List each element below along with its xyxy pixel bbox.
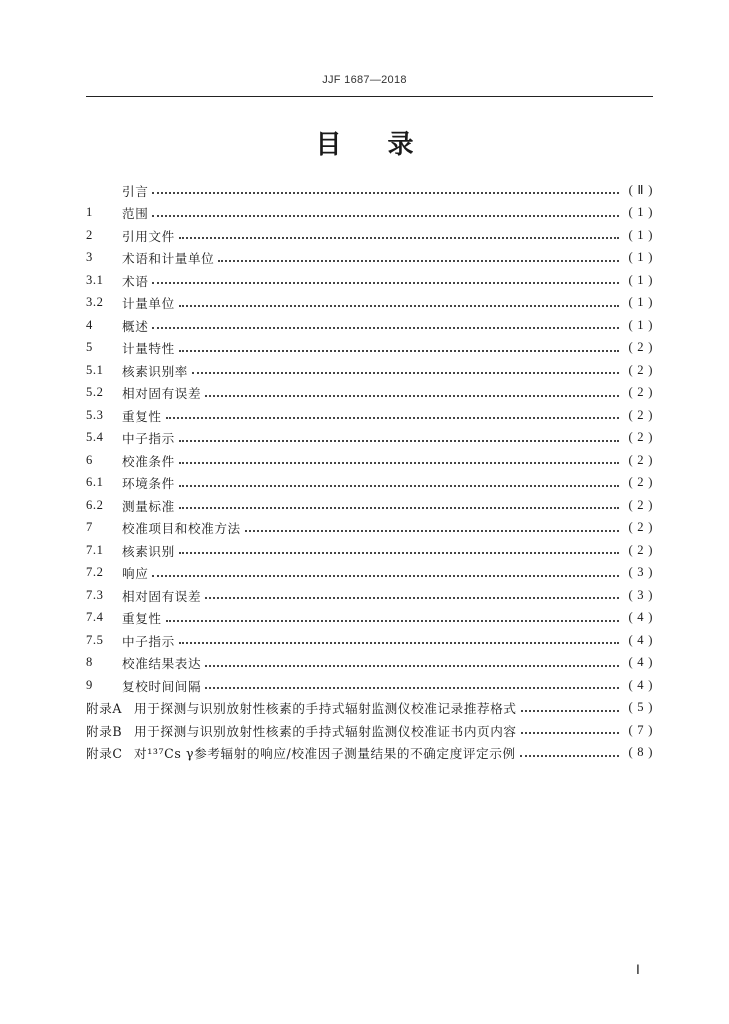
toc-entry[interactable] [86, 359, 653, 382]
toc-entry-page: ( 4 ) [628, 677, 653, 692]
toc-entry[interactable] [86, 337, 653, 360]
dot-leader [179, 462, 619, 464]
toc-entry[interactable] [86, 517, 653, 540]
dot-leader [152, 327, 619, 329]
toc-entry-label: 中子指示 [122, 431, 175, 447]
dot-leader [192, 372, 619, 374]
dot-leader [152, 215, 619, 217]
toc-entry-page: ( 2 ) [628, 362, 653, 377]
dot-leader [520, 755, 619, 757]
dot-leader [205, 687, 619, 689]
dot-leader [166, 620, 619, 622]
toc-entry-page: ( 4 ) [628, 655, 653, 670]
toc-entry-label: 引用文件 [122, 228, 175, 244]
toc-entry-label: 范围 [122, 206, 149, 222]
dot-leader [179, 237, 619, 239]
toc-entry[interactable] [86, 292, 653, 315]
toc-entry-label: 概述 [122, 318, 149, 334]
dot-leader [179, 507, 619, 509]
toc-entry-number: 5.4 [86, 430, 104, 445]
toc-entry-page: ( 1 ) [628, 205, 653, 220]
toc-entry-number: 7 [86, 520, 93, 535]
toc-entry-label: 重复性 [122, 611, 162, 627]
toc-entry-label: 核素识别 [122, 543, 175, 559]
dot-leader [179, 552, 619, 554]
toc-entry[interactable] [86, 584, 653, 607]
toc-entry-page: ( 8 ) [628, 745, 653, 760]
toc-entry-number: 8 [86, 655, 93, 670]
toc-entry[interactable] [86, 562, 653, 585]
toc-entry-label: 环境条件 [122, 476, 175, 492]
toc-entry-number: 附录B [86, 723, 123, 739]
toc-entry[interactable] [86, 202, 653, 225]
toc-entry-number: 5 [86, 340, 93, 355]
toc-entry-number: 7.5 [86, 632, 104, 647]
toc-entry-number: 4 [86, 317, 93, 332]
toc-entry-page: ( 1 ) [628, 227, 653, 242]
toc-entry-label: 计量特性 [122, 341, 175, 357]
toc-entry-label: 响应 [122, 566, 149, 582]
toc-entry-label: 术语和计量单位 [122, 251, 215, 267]
toc-entry-page: ( 1 ) [628, 272, 653, 287]
toc-entry[interactable] [86, 472, 653, 495]
toc-entry[interactable] [86, 652, 653, 675]
toc-entry-label: 校准条件 [122, 453, 175, 469]
toc-entry-page: ( 2 ) [628, 497, 653, 512]
toc-entry-number: 5.3 [86, 407, 104, 422]
dot-leader [179, 350, 619, 352]
toc-entry-label: 相对固有误差 [122, 588, 202, 604]
toc-entry-label: 重复性 [122, 408, 162, 424]
toc-entry-page: ( 3 ) [628, 565, 653, 580]
toc-entry-page: ( 2 ) [628, 340, 653, 355]
toc-entry-label: 对¹³⁷Cs γ参考辐射的响应/校准因子测量结果的不确定度评定示例 [134, 746, 516, 762]
toc-entry[interactable] [86, 314, 653, 337]
header-rule [86, 96, 653, 97]
dot-leader [179, 642, 619, 644]
toc-entry[interactable] [86, 427, 653, 450]
toc-entry[interactable] [86, 449, 653, 472]
toc-entry-label: 校准结果表达 [122, 656, 202, 672]
toc-entry[interactable] [86, 674, 653, 697]
toc-entry-number: 9 [86, 677, 93, 692]
toc-entry[interactable] [86, 179, 653, 202]
toc-entry-annex[interactable] [86, 742, 653, 765]
toc-entry-number: 附录C [86, 746, 123, 762]
page-title: 目录 [315, 130, 460, 160]
toc-entry[interactable] [86, 404, 653, 427]
toc-entry-number: 5.2 [86, 385, 104, 400]
dot-leader [166, 417, 619, 419]
toc-entry-number: 6 [86, 452, 93, 467]
toc-entry-label: 术语 [122, 273, 149, 289]
toc-entry-page: ( 2 ) [628, 385, 653, 400]
toc-entry-number: 7.4 [86, 610, 104, 625]
standard-code-header: JJF 1687—2018 [322, 74, 407, 86]
dot-leader [245, 530, 619, 532]
toc-entry-number: 5.1 [86, 362, 104, 377]
toc-entry-number: 3.1 [86, 272, 104, 287]
dot-leader [521, 710, 619, 712]
toc-entry-page: ( 2 ) [628, 452, 653, 467]
toc-entry-number: 附录A [86, 701, 123, 717]
toc-entry[interactable] [86, 629, 653, 652]
toc-entry-number: 7.1 [86, 542, 104, 557]
toc-entry-label: 中子指示 [122, 633, 175, 649]
toc-entry-annex[interactable] [86, 719, 653, 742]
dot-leader [205, 665, 619, 667]
toc-entry-page: ( 2 ) [628, 407, 653, 422]
toc-entry-page: ( 2 ) [628, 542, 653, 557]
toc-entry-page: ( 7 ) [628, 722, 653, 737]
toc-entry[interactable] [86, 269, 653, 292]
toc-entry[interactable] [86, 539, 653, 562]
toc-entry-number: 6.1 [86, 475, 104, 490]
toc-entry-page: ( 1 ) [628, 250, 653, 265]
toc-entry[interactable] [86, 224, 653, 247]
toc-entry-number: 1 [86, 205, 93, 220]
dot-leader [179, 485, 619, 487]
page-number: Ⅰ [636, 962, 640, 977]
toc-entry-page: ( 1 ) [628, 295, 653, 310]
toc-entry-number: 7.3 [86, 587, 104, 602]
dot-leader [152, 282, 619, 284]
toc-entry-page: ( 3 ) [628, 587, 653, 602]
dot-leader [205, 395, 619, 397]
toc-entry-number: 3 [86, 250, 93, 265]
toc-entry[interactable] [86, 247, 653, 270]
dot-leader [205, 597, 619, 599]
dot-leader [152, 575, 619, 577]
toc-entry-label: 相对固有误差 [122, 386, 202, 402]
toc-entry-page: ( 2 ) [628, 430, 653, 445]
toc-entry-page: ( 4 ) [628, 610, 653, 625]
toc-entry-label: 用于探测与识别放射性核素的手持式辐射监测仪校准证书内页内容 [134, 723, 517, 739]
toc-entry-page: ( 4 ) [628, 632, 653, 647]
toc-entry[interactable] [86, 494, 653, 517]
toc-entry-number: 2 [86, 227, 93, 242]
toc-entry-label: 校准项目和校准方法 [122, 521, 241, 537]
toc-entry-label: 用于探测与识别放射性核素的手持式辐射监测仪校准记录推荐格式 [134, 701, 517, 717]
toc-entry-label: 核素识别率 [122, 363, 188, 379]
dot-leader [179, 305, 619, 307]
toc-entry-page: ( 2 ) [628, 475, 653, 490]
toc-entry-number: 6.2 [86, 497, 104, 512]
dot-leader [179, 440, 619, 442]
toc-entry-label: 复校时间间隔 [122, 678, 202, 694]
dot-leader [521, 732, 619, 734]
dot-leader [218, 260, 619, 262]
toc-entry-label: 引言 [122, 183, 149, 199]
toc-entry-label: 测量标准 [122, 498, 175, 514]
toc-entry-number: 7.2 [86, 565, 104, 580]
toc-entry-page: ( 1 ) [628, 317, 653, 332]
table-of-contents [86, 179, 653, 764]
toc-entry-number: 3.2 [86, 295, 104, 310]
toc-entry-page: ( 2 ) [628, 520, 653, 535]
toc-entry-annex[interactable] [86, 697, 653, 720]
toc-entry-page: ( 5 ) [628, 700, 653, 715]
toc-entry-label: 计量单位 [122, 296, 175, 312]
toc-entry-page: ( Ⅱ ) [628, 183, 653, 198]
dot-leader [152, 192, 619, 194]
toc-entry[interactable] [86, 382, 653, 405]
toc-entry[interactable] [86, 607, 653, 630]
